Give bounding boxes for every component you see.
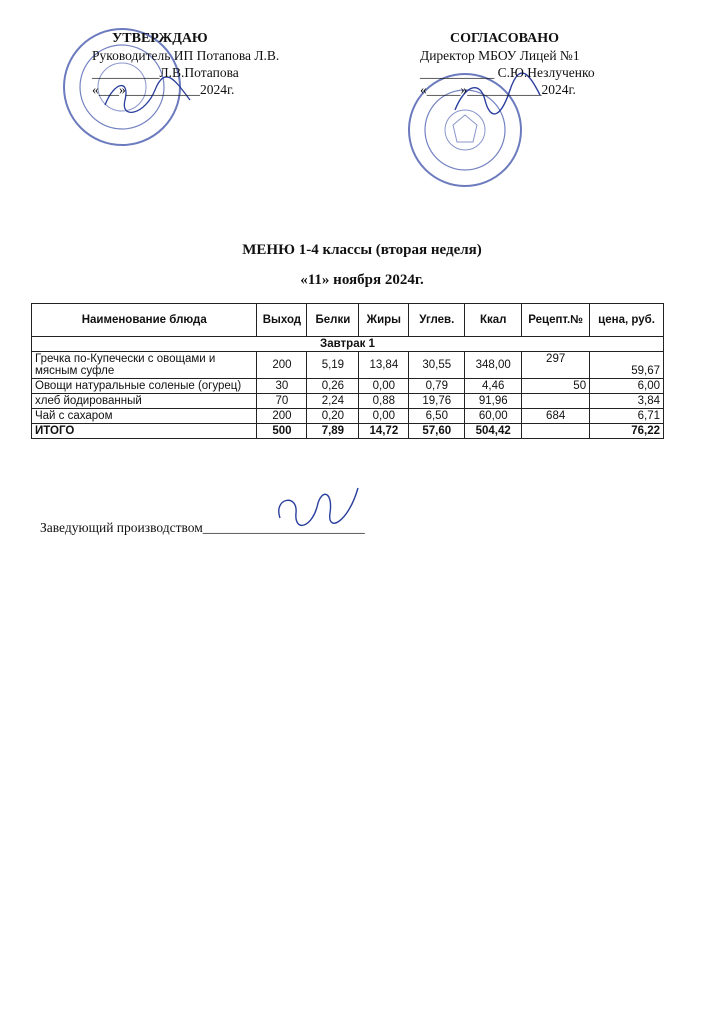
cell-kcal: 4,46 xyxy=(465,379,522,394)
cell-fats: 0,00 xyxy=(359,379,409,394)
approve-position: Руководитель ИП Потапова Л.В. xyxy=(92,48,280,63)
dish-name: Чай с сахаром xyxy=(32,409,257,424)
approve-date: «___»___________2024г. xyxy=(92,82,235,97)
agree-position: Директор МБОУ Лицей №1 xyxy=(420,48,580,63)
agree-block xyxy=(420,30,720,98)
cell-recipe: 50 xyxy=(522,379,590,394)
column-header: Жиры xyxy=(359,304,409,337)
table-row xyxy=(32,394,664,409)
cell-price: 59,67 xyxy=(590,352,664,379)
cell-fats: 0,88 xyxy=(359,394,409,409)
cell-yield: 200 xyxy=(257,409,307,424)
cell-yield: 200 xyxy=(257,352,307,379)
approve-header: УТВЕРЖДАЮ xyxy=(112,31,208,46)
approve-signatory: __________Л.В.Потапова xyxy=(92,65,239,80)
total-row xyxy=(32,424,664,439)
cell-recipe: 684 xyxy=(522,409,590,424)
cell-proteins: 0,26 xyxy=(307,379,359,394)
cell-carbs: 6,50 xyxy=(409,409,465,424)
signature-production-manager xyxy=(268,478,368,538)
agree-header: СОГЛАСОВАНО xyxy=(450,31,559,46)
cell-proteins: 2,24 xyxy=(307,394,359,409)
cell-price: 3,84 xyxy=(590,394,664,409)
cell-yield: 70 xyxy=(257,394,307,409)
column-header: Белки xyxy=(307,304,359,337)
cell-kcal: 91,96 xyxy=(465,394,522,409)
table-row xyxy=(32,379,664,394)
table-row xyxy=(32,409,664,424)
total-price: 76,22 xyxy=(590,424,664,439)
cell-price: 6,71 xyxy=(590,409,664,424)
table-row xyxy=(32,352,664,379)
total-kcal: 504,42 xyxy=(465,424,522,439)
dish-name: Гречка по-Купечески с овощами и мясным суфле xyxy=(32,352,257,379)
cell-kcal: 348,00 xyxy=(465,352,522,379)
section-row xyxy=(32,337,664,352)
table-header-row xyxy=(32,304,664,337)
cell-fats: 0,00 xyxy=(359,409,409,424)
agree-signatory: ___________ С.Ю.Незлученко xyxy=(420,65,595,80)
column-header: Ккал xyxy=(465,304,522,337)
total-fats: 14,72 xyxy=(359,424,409,439)
column-header: Углев. xyxy=(409,304,465,337)
cell-recipe: 297 xyxy=(522,352,590,379)
column-header: Наименование блюда xyxy=(32,304,257,337)
total-recipe xyxy=(522,424,590,439)
section-label: Завтрак 1 xyxy=(32,337,664,352)
cell-proteins: 5,19 xyxy=(307,352,359,379)
total-label: ИТОГО xyxy=(32,424,257,439)
cell-kcal: 60,00 xyxy=(465,409,522,424)
menu-date: «11» ноября 2024г. xyxy=(300,272,424,288)
cell-carbs: 30,55 xyxy=(409,352,465,379)
agree-date: «_____»___________2024г. xyxy=(420,82,576,97)
dish-name: хлеб йодированный xyxy=(32,394,257,409)
column-header: Рецепт.№ xyxy=(522,304,590,337)
cell-carbs: 0,79 xyxy=(409,379,465,394)
cell-fats: 13,84 xyxy=(359,352,409,379)
column-header: цена, руб. xyxy=(590,304,664,337)
approve-block xyxy=(92,30,392,98)
menu-title: МЕНЮ 1-4 классы (вторая неделя) xyxy=(242,242,482,258)
footer-label: Заведующий производством xyxy=(40,520,203,535)
total-carbs: 57,60 xyxy=(409,424,465,439)
total-proteins: 7,89 xyxy=(307,424,359,439)
cell-yield: 30 xyxy=(257,379,307,394)
cell-carbs: 19,76 xyxy=(409,394,465,409)
cell-price: 6,00 xyxy=(590,379,664,394)
total-yield: 500 xyxy=(257,424,307,439)
column-header: Выход xyxy=(257,304,307,337)
footer-underline: ________________________ xyxy=(202,520,365,535)
cell-proteins: 0,20 xyxy=(307,409,359,424)
dish-name: Овощи натуральные соленые (огурец) xyxy=(32,379,257,394)
menu-table xyxy=(31,303,664,439)
cell-recipe xyxy=(522,394,590,409)
